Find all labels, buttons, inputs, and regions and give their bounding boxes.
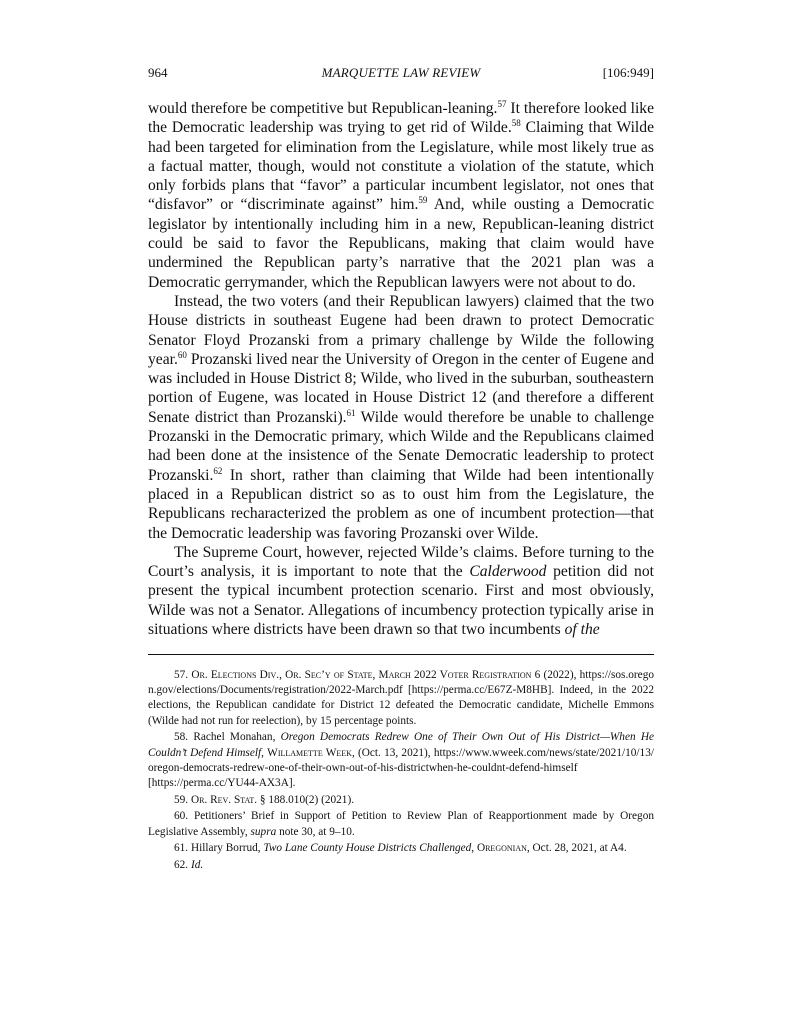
paragraph-3: The Supreme Court, however, rejected Wilde’s claims. Before turning to the Court’s analysis, it is important to note that the Calderwood petition did not present the typical incumbent protection scenario. First and most obviously, Wilde was not a Senator. Allegations of incumbency protection typically arise in situations where districts have been drawn so that two incumbents of the (148, 543, 654, 639)
footnote-59: 59. Or. Rev. Stat. § 188.010(2) (2021). (174, 793, 355, 806)
footnote-61: 61. Hillary Borrud, Two Lane County House Districts Challenged, Oregonian, Oct. 28, 2021, at A4. (174, 842, 627, 855)
journal-title: MARQUETTE LAW REVIEW (321, 65, 481, 80)
emphasis: of the (564, 621, 600, 639)
paragraph-2: Instead, the two voters (and their Republican lawyers) claimed that the two House districts in southeast Eugene had been drawn to protect Democratic Senator Floyd Prozanski from a primary challenge by Wilde the following year.$^{60}$ Prozanski lived near the University of Oregon in the center of Eugene and was included in House District 8; Wilde, who lived in the suburban, southeastern portion of Eugene, was located in House District 12 (and therefore a different Senate district than Prozanski).$^{61}$ Wilde would therefore be unable to challenge Prozanski in the Democratic primary, which Wilde and the Republicans claimed had been done at the insistence of the Senate Democratic leadership to protect Prozanski.$^{62}$ In short, rather than claiming that Wilde had been intentionally placed in a Republican district so as to oust him from the Legislature, the Republicans recharacterized the problem as one of incumbent protection—that the Democratic leadership was favoring Prozanski over Wilde. (148, 292, 655, 542)
footnote-ref-59[interactable]: 59 (418, 195, 428, 206)
footnote-divider (148, 654, 654, 655)
footnote-62: 62. Id. (174, 858, 204, 871)
footnote-58: 58. Rachel Monahan, Oregon Democrats Redrew One of Their Own Out of His District—When He Couldn’t Defend Himself, Willamette Week, (Oct. 13, 2021), https://www.wweek.com/news/state/2021/10/13/oregon-democrats-redrew-one-of-their-own-out-of-his-districtwhen-he-couldnt-defend-himself [https://perma.cc/YU44-AX3A]. (148, 731, 654, 789)
volume-citation: [106:949] (602, 65, 654, 80)
paragraph-1: would therefore be competitive but Republican-leaning.$^{57}$ It therefore looked like the Democratic leadership was trying to get rid of Wilde.$^{58}$ Claiming that Wilde had been targeted for elimination from the Legislature, while most likely true as a factual matter, though, would not constitute a violation of the statute, which only forbids plans that “favor” a particular incumbent legislator, not ones that “disfavor” or “discriminate against” him.$^{59}$ And, while ousting a Democratic legislator by intentionally including him in a new, Republican-leaning district could be said to favor the Republicans, making that claim would have undermined the Republican party’s narrative that the 2021 plan was a Democratic gerrymander, which the Republican lawyers were not about to do. (148, 99, 654, 291)
footnote-ref-58[interactable]: 58 (511, 118, 521, 129)
footnote-ref-57[interactable]: 57 (497, 99, 507, 109)
main-text (148, 99, 654, 639)
case-name: Calderwood (469, 563, 547, 581)
footnote-60: 60. Petitioners’ Brief in Support of Petition to Review Plan of Reapportionment made by Oregon Legislative Assembly, supra note 30, at 9–10. (148, 810, 655, 838)
running-header (148, 64, 654, 82)
footnotes (148, 668, 654, 875)
footnote-link[interactable]: https://sos.oregon.gov/elections/Documents/registration/2022-March.pdf (148, 669, 654, 697)
footnote-ref-61[interactable]: 61 (346, 407, 356, 418)
footnote-ref-60[interactable]: 60 (177, 349, 187, 360)
footnote-ref-62[interactable]: 62 (213, 465, 223, 476)
footnote-57: 57. Or. Elections Div., Or. Sec’y of State, March 2022 Voter Registration 6 (2022), https://sos.oregon.gov/elections/Documents/registration/2022-March.pdf [https://perma.cc/E67Z-M8HB]. Indeed, in the 2022 elections, the Republican candidate for District 12 defeated the Democratic candidate, Michelle Emmons (Wilde had not run for reelection), by 15 percentage points. (148, 669, 654, 727)
footnote-link[interactable]: https://www.wweek.com/news/state/2021/10/13/oregon-democrats-redrew-one-of-their-own-out-of-his-districtwhen-he-couldnt-defend-himself (148, 746, 654, 774)
page-number: 964 (148, 65, 168, 80)
